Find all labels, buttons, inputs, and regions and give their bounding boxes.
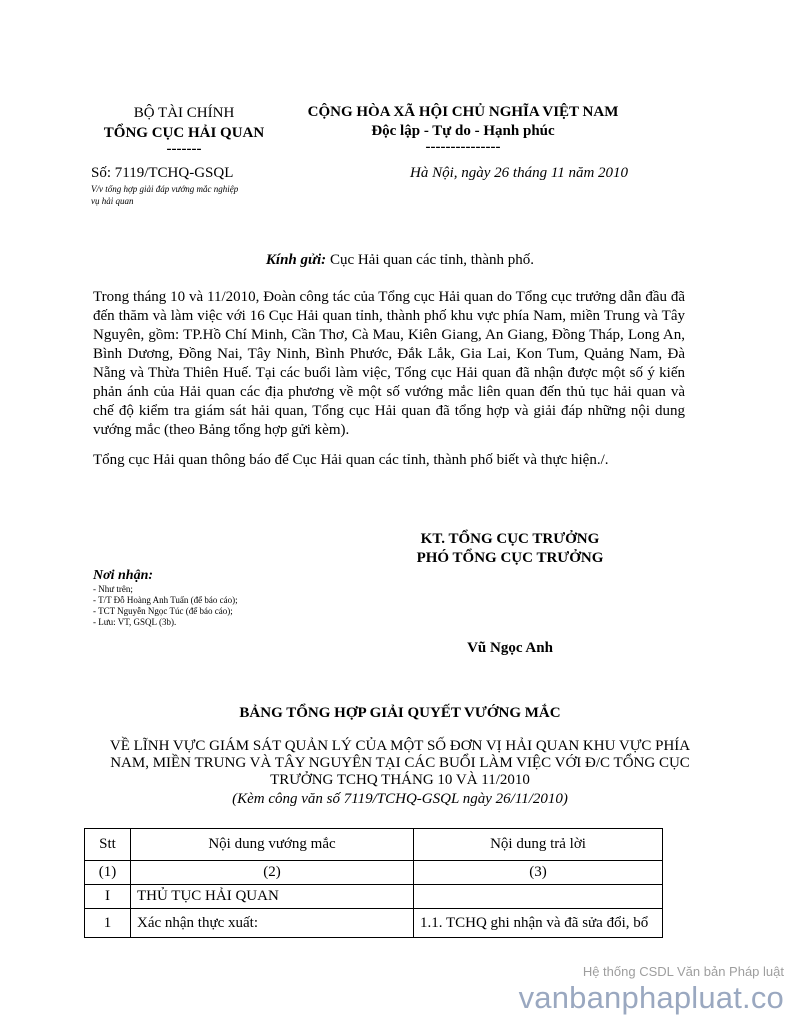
national-header-block (288, 103, 638, 153)
row-issue: Xác nhận thực xuất: (131, 909, 414, 938)
summary-table (84, 828, 663, 938)
table-row (85, 909, 663, 938)
document-number: Số: 7119/TCHQ-GSQL (91, 165, 234, 181)
salutation (0, 252, 800, 269)
ministry-name: BỘ TÀI CHÍNH (133, 105, 235, 121)
recipient-item: - TCT Nguyễn Ngọc Túc (để báo cáo); (93, 606, 233, 616)
row-answer: 1.1. TCHQ ghi nhận và đã sửa đổi, bổ (414, 909, 663, 938)
signature-title-line: PHÓ TỔNG CỤC TRƯỞNG (416, 550, 604, 566)
table-row (85, 861, 663, 885)
salutation-recipient: Cục Hải quan các tỉnh, thành phố. (326, 252, 535, 268)
department-name: TỔNG CỤC HẢI QUAN (103, 125, 265, 141)
body-paragraph: Trong tháng 10 và 11/2010, Đoàn công tác của Tổng cục Hải quan do Tổng cục trưởng dẫn đầu đã đến thăm và làm việc với 16 Cục Hải quan tỉnh, thành phố khu vực phía Nam, miền Trung và Tây Nguyên, gồm: TP.Hồ Chí Minh, Cần Thơ, Cà Mau, Kiên Giang, An Giang, Đồng Tháp, Long An, Bình Dương, Đồng Nai, Tây Ninh, Bình Phước, Đắk Lắk, Gia Lai, Kon Tum, Quảng Nam, Đà Nẵng và Thừa Thiên Huế. Tại các buổi làm việc, Tổng cục Hải quan đã nhận được một số ý kiến phản ánh của Hải quan các địa phương về một số vướng mắc liên quan đến thủ tục hải quan và chế độ kiểm tra giám sát hải quan, Tổng cục Hải quan đã tổng hợp và giải đáp những nội dung vướng mắc (theo Bảng tổng hợp gửi kèm). (93, 289, 685, 438)
country-name: CỘNG HÒA XÃ HỘI CHỦ NGHĨA VIỆT NAM (307, 104, 619, 120)
row-stt: 1 (85, 909, 131, 938)
row-stt: I (85, 885, 131, 909)
table-subtitle-line: VỀ LĨNH VỰC GIÁM SÁT QUẢN LÝ CỦA MỘT SỐ ĐƠN VỊ HẢI QUAN KHU VỰC PHÍA (109, 738, 691, 754)
document-subject (91, 183, 291, 207)
column-header: Stt (85, 829, 131, 861)
column-header: Nội dung trả lời (414, 829, 663, 861)
table-subtitle-line: TRƯỞNG TCHQ THÁNG 10 VÀ 11/2010 (270, 772, 530, 788)
national-motto: Độc lập - Tự do - Hạnh phúc (371, 123, 555, 139)
watermark-site: vanbanphapluat.co (518, 980, 784, 1015)
salutation-label: Kính gửi: (265, 252, 327, 268)
document-subject-line: vụ hải quan (91, 196, 134, 206)
document-subject-line: V/v tổng hợp giải đáp vướng mắc nghiệp (91, 184, 239, 194)
table-row (85, 885, 663, 909)
document-date: Hà Nội, ngày 26 tháng 11 năm 2010 (410, 165, 629, 181)
column-number: (3) (414, 861, 663, 885)
left-header-rule: ------- (166, 141, 202, 157)
column-header: Nội dung vướng mắc (131, 829, 414, 861)
recipients-title: Nơi nhận: (93, 568, 154, 583)
column-number: (1) (85, 861, 131, 885)
table-header-row (85, 829, 663, 861)
row-answer (414, 885, 663, 909)
table-subtitle-line: NAM, MIỀN TRUNG VÀ TÂY NGUYÊN TẠI CÁC BUỔI LÀM VIỆC VỚI Đ/C TỔNG CỤC (110, 755, 690, 771)
row-issue: THỦ TỤC HẢI QUAN (131, 885, 414, 909)
recipient-item: - T/T Đỗ Hoàng Anh Tuấn (để báo cáo); (93, 595, 238, 605)
table-title: BẢNG TỔNG HỢP GIẢI QUYẾT VƯỚNG MẮC (239, 705, 561, 721)
issuing-agency-block (84, 103, 284, 155)
recipient-item: - Lưu: VT, GSQL (3b). (93, 617, 177, 627)
right-header-rule: --------------- (425, 139, 501, 155)
signature-title-block (370, 530, 650, 568)
column-number: (2) (131, 861, 414, 885)
closing-paragraph: Tổng cục Hải quan thông báo để Cục Hải quan các tỉnh, thành phố biết và thực hiện./. (93, 452, 609, 468)
recipients-block (93, 568, 393, 628)
signer-name: Vũ Ngọc Anh (467, 640, 553, 656)
watermark-caption: Hệ thống CSDL Văn bản Pháp luật (582, 964, 784, 979)
recipient-item: - Như trên; (93, 584, 133, 594)
signature-title-line: KT. TỔNG CỤC TRƯỞNG (420, 531, 600, 547)
table-reference: (Kèm công văn số 7119/TCHQ-GSQL ngày 26/11/2010) (232, 791, 568, 807)
table-subtitle (60, 738, 740, 789)
